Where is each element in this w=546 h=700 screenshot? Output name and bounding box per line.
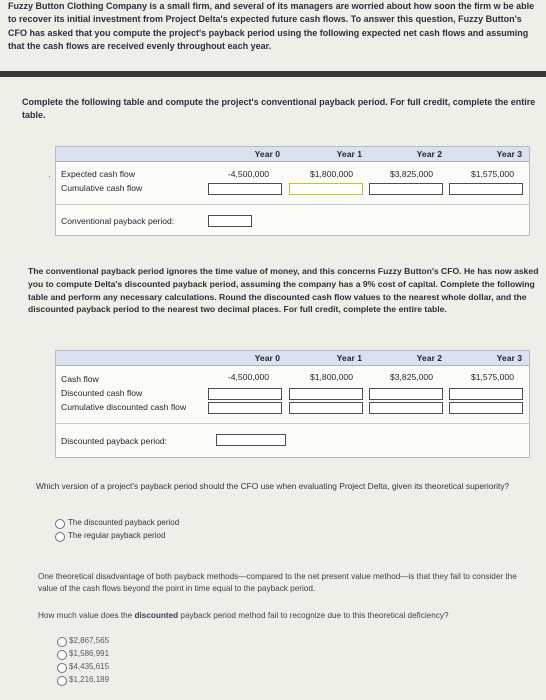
- cash-flow-year-3: $1,575,000: [470, 372, 514, 382]
- section-divider: [0, 71, 546, 77]
- cash-flow-year-1: $1,800,000: [309, 372, 353, 382]
- option-value-2: $1,586,991: [69, 649, 110, 658]
- row-label-cumulative-discounted: Cumulative discounted cash flow: [61, 402, 187, 412]
- cum-discounted-year-0-input[interactable]: [208, 402, 282, 414]
- q1-instruction: Complete the following table and compute the project's conventional payback period. For full credit, complete the entire table.: [22, 97, 536, 121]
- radio-option-1[interactable]: [57, 637, 67, 647]
- cash-flow-year-2: $3,825,000: [389, 169, 433, 179]
- conventional-payback-label: Conventional payback period:: [61, 216, 175, 226]
- discounted-payback-table: [55, 350, 530, 458]
- discounted-year-2-input[interactable]: [369, 388, 443, 400]
- header-year-1: Year 1: [336, 353, 362, 363]
- cum-discounted-year-1-input[interactable]: [289, 402, 363, 414]
- cash-flow-year-0: -4,500,000: [227, 169, 269, 179]
- header-year-2: Year 2: [416, 353, 442, 363]
- cum-discounted-year-2-input[interactable]: [369, 402, 443, 414]
- table-separator: [56, 204, 529, 205]
- radio-regular-payback[interactable]: [55, 532, 65, 542]
- conventional-payback-input[interactable]: [208, 215, 252, 227]
- conventional-payback-table: [48, 146, 530, 236]
- cash-flow-year-1: $1,800,000: [309, 169, 353, 179]
- option-regular-payback: The regular payback period: [68, 531, 166, 540]
- option-value-4: $1,216,189: [69, 675, 110, 684]
- cash-flow-year-3: $1,575,000: [470, 169, 514, 179]
- q5-question-pre: How much value does the: [38, 611, 135, 620]
- header-year-3: Year 3: [496, 353, 522, 363]
- radio-discounted-payback[interactable]: [55, 519, 65, 529]
- q2-instruction: The conventional payback period ignores the time value of money, and this concerns Fuzzy Button's CFO. He has now asked you to compute Delta's discounted payback period, assuming the company has a 9% cost of capital. Complete the following table and perform any necessary calculations. Round the discounted cash flow values to the nearest whole dollar, and the discounted payback period to the nearest two decimal places. For full credit, complete the entire table.: [28, 266, 539, 315]
- discounted-payback-input[interactable]: [216, 434, 286, 446]
- cash-flow-year-0: -4,500,000: [227, 372, 269, 382]
- radio-option-3[interactable]: [57, 663, 67, 673]
- header-year-1: Year 1: [336, 149, 362, 159]
- cumulative-year-2-input[interactable]: [369, 183, 443, 195]
- row-marker-icon: ·: [48, 171, 51, 181]
- header-year-0: Year 0: [254, 149, 280, 159]
- q5-question-bold: discounted: [134, 611, 179, 620]
- table-header-row: [56, 351, 529, 366]
- row-label-cash-flow: Cash flow: [61, 374, 99, 384]
- q5-question: [38, 609, 538, 622]
- row-label-expected-cash-flow: Expected cash flow: [61, 169, 136, 179]
- option-value-3: $4,435,615: [69, 662, 110, 671]
- header-year-0: Year 0: [254, 353, 280, 363]
- cash-flow-year-2: $3,825,000: [389, 372, 433, 382]
- cumulative-year-0-input[interactable]: [208, 183, 282, 195]
- discounted-year-3-input[interactable]: [449, 388, 523, 400]
- table-header-row: [56, 147, 529, 162]
- radio-option-2[interactable]: [57, 650, 67, 660]
- intro-paragraph: Fuzzy Button Clothing Company is a small firm, and several of its managers are worried about how soon the firm w be able to recover its initial investment from Project Delta's expected future cash flows. To answer this question, Fuzzy Button's CFO has asked that you compute the project's payback period using the following expected net cash flows and assuming that the cash flows are received evenly throughout each year.: [8, 1, 535, 52]
- q5-question-post: payback period method fail to recognize due to this theoretical deficiency?: [178, 611, 449, 620]
- table-separator: [56, 423, 529, 424]
- option-value-1: $2,867,565: [69, 636, 110, 645]
- cumulative-year-3-input[interactable]: [449, 183, 523, 195]
- row-label-discounted-cash-flow: Discounted cash flow: [61, 388, 143, 398]
- discounted-year-0-input[interactable]: [208, 388, 282, 400]
- row-label-cumulative-cash-flow: Cumulative cash flow: [61, 183, 143, 193]
- cum-discounted-year-3-input[interactable]: [449, 402, 523, 414]
- radio-option-4[interactable]: [57, 676, 67, 686]
- option-discounted-payback: The discounted payback period: [68, 518, 180, 527]
- q3-question: Which version of a project's payback period should the CFO use when evaluating Project Delta, given its theoretical superiority?: [36, 481, 510, 491]
- cumulative-year-1-input[interactable]: [289, 183, 363, 195]
- q4-statement: One theoretical disadvantage of both payback methods—compared to the net present value method—is that they fail to consider the value of the cash flows beyond the point in time equal to the payback period.: [38, 572, 517, 594]
- header-year-3: Year 3: [496, 149, 522, 159]
- discounted-payback-label: Discounted payback period:: [61, 436, 168, 446]
- discounted-year-1-input[interactable]: [289, 388, 363, 400]
- header-year-2: Year 2: [416, 149, 442, 159]
